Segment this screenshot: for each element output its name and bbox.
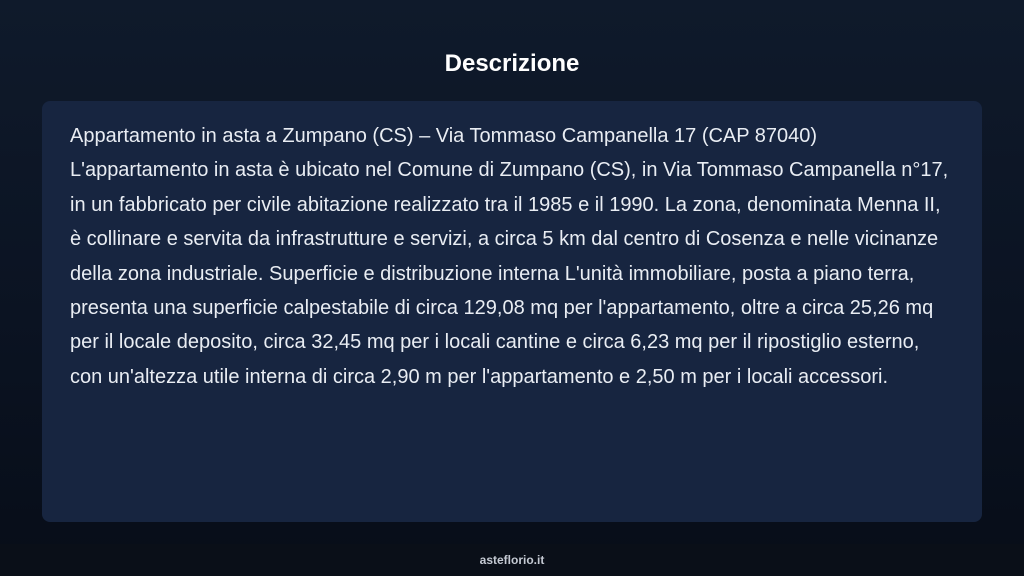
description-card [42,101,982,522]
footer-site-name: asteflorio.it [479,553,545,567]
description-text: Appartamento in asta a Zumpano (CS) – Via Tommaso Campanella 17 (CAP 87040) L'appartamento in asta è ubicato nel Comune di Zumpano (CS), in Via Tommaso Campanella n°17, in un fabbricato per civile abitazione realizzato tra il 1985 e il 1990. La zona, denominata Menna II, è collinare e servita da infrastrutture e servizi, a circa 5 km dal centro di Cosenza e nelle vicinanze della zona industriale. Superficie e distribuzione interna L'unità immobiliare, posta a piano terra, presenta una superficie calpestabile di circa 129,08 mq per l'appartamento, oltre a circa 25,26 mq per il locale deposito, circa 32,45 mq per i locali cantine e circa 6,23 mq per il ripostiglio esterno, con un'altezza utile interna di circa 2,90 m per l'appartamento e 2,50 m per i locali accessori. [70,125,949,388]
page-title: Descrizione [444,50,580,77]
